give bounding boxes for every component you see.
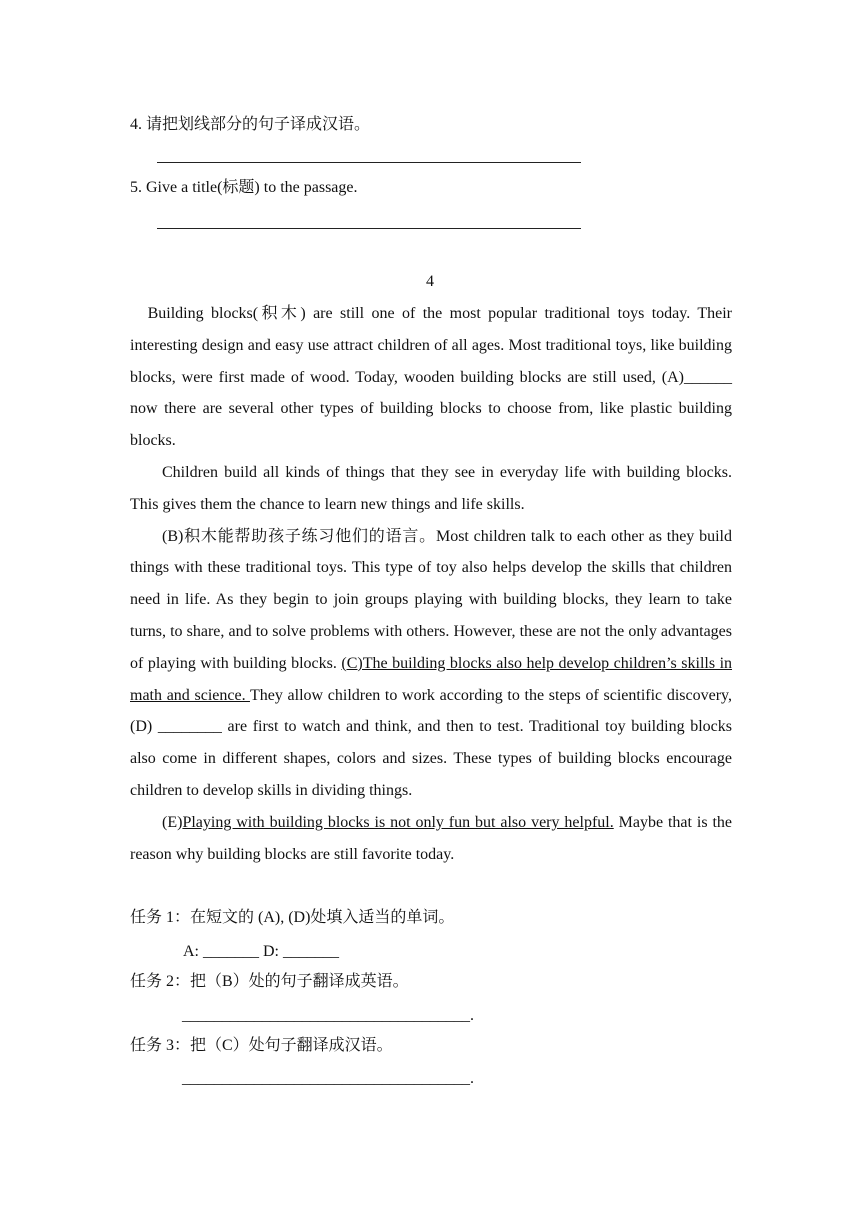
task-3: 任务 3：把（C）处句子翻译成汉语。 bbox=[130, 1037, 393, 1054]
paragraph-4-rest: Maybe that is the reason why building blocks are still favorite today. bbox=[130, 813, 733, 863]
section-number: 4 bbox=[426, 273, 434, 290]
paragraph-3-text-b: They allow children to work according to the steps of scientific discovery, (D) ________ are first to watch and think, and then to test. Traditional toy building blocks also come in different shapes, colors and sizes. These types of building blocks encourage children to develop skills in dividing things. bbox=[130, 686, 732, 799]
answer-line-5 bbox=[157, 228, 581, 229]
paragraph-1: Building blocks(积木) are still one of the most popular traditional toys today. Their interesting design and easy use attract children of all ages. Most traditional toys, like building blocks, were first made of wood. Today, wooden building blocks are still used, (A)______ now there are several other types of building blocks to choose from, like plastic building blocks. bbox=[130, 305, 732, 450]
underlined-sentence-e: Playing with building blocks is not only fun but also very helpful. bbox=[182, 813, 614, 831]
paragraph-2: Children build all kinds of things that they see in everyday life with building blocks. This gives them the chance to learn new things and life skills. bbox=[130, 463, 732, 513]
task-3-blank: ____________________________________. bbox=[182, 1070, 474, 1087]
question-5: 5. Give a title(标题) to the passage. bbox=[130, 179, 358, 196]
label-e: (E) bbox=[162, 813, 183, 831]
paragraph-4 bbox=[130, 807, 732, 871]
task-2-blank: ____________________________________. bbox=[182, 1007, 474, 1024]
task-2: 任务 2：把（B）处的句子翻译成英语。 bbox=[130, 973, 409, 990]
paragraph-3 bbox=[130, 521, 732, 807]
answer-line-4 bbox=[157, 162, 581, 163]
underlined-sentence-c: (C)The building blocks also help develop children’s skills in math and science. bbox=[130, 654, 733, 704]
question-4: 4. 请把划线部分的句子译成汉语。 bbox=[130, 116, 371, 133]
task-1: 任务 1：在短文的 (A), (D)处填入适当的单词。 bbox=[130, 909, 455, 926]
task-1-answer: A: _______ D: _______ bbox=[183, 943, 339, 960]
paragraph-3-text-a: (B)积木能帮助孩子练习他们的语言。Most children talk to each other as they build things with these traditional toys. This type of toy also helps develop the skills that children need in life. As they begin to join groups playing with building blocks, they learn to take turns, to share, and to solve problems with others. However, these are not the only advantages of playing with building blocks. bbox=[130, 527, 732, 672]
passage bbox=[130, 298, 732, 870]
